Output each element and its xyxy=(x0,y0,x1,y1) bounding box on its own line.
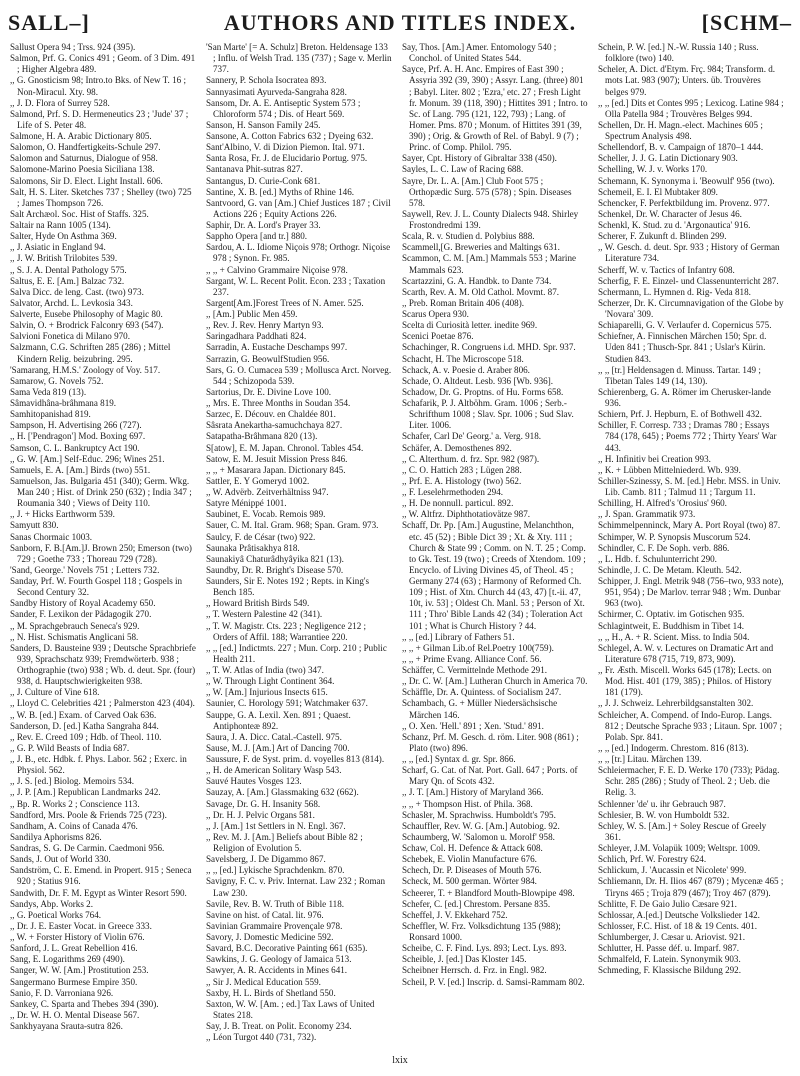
index-entry: Sawyer, A. R. Accidents in Mines 641. xyxy=(206,965,348,976)
index-entry: ,, ,, [ed.] Indictmts. 227 ; Mun. Corp. 210 ; Public Health 211. xyxy=(206,642,387,664)
index-entry: Schipper, J. Engl. Metrik 948 (756–two, 933 note), 951, 954) ; De Marlov. terrar 948 ; Wm. Dunbar 963 (two). xyxy=(598,576,784,609)
index-entry: Schambach, G. + Müller Niedersächsische Märchen 146. xyxy=(402,698,558,720)
index-entry: Sankey, C. Sparta and Thebes 394 (390). xyxy=(10,998,159,1009)
index-entry: Savine on hist. of Catal. lit. 976. xyxy=(206,909,324,920)
index-entry: ,, J. Asiatic in England 94. xyxy=(10,242,106,253)
index-entry: Sargant, W. L. Recent Polit. Econ. 233 ; Taxation 237. xyxy=(206,275,386,297)
index-entry: ,, Rev. M. J. [Am.] Beliefs about Bible 82 ; Religion of Evolution 5. xyxy=(206,831,363,853)
index-entry: Salt Archæol. Soc. Hist of Staffs. 325. xyxy=(10,208,149,219)
index-entry: Schemann, K. Synonyma i. 'Beowulf' 956 (two). xyxy=(598,175,775,186)
index-entry: Sama Veda 819 (13). xyxy=(10,386,87,397)
index-entry: Saxby, H. L. Birds of Shetland 550. xyxy=(206,987,336,998)
index-entry: ,, Preb. Roman Britain 406 (408). xyxy=(402,297,524,308)
index-entry: Sander, F. Lexikon der Pädagogik 270. xyxy=(10,609,152,620)
index-entry: ,, H. Infinitiv bei Creation 993. xyxy=(598,453,711,464)
index-entry: ,, J. P. [Am.] Republican Landmarks 242. xyxy=(10,787,161,798)
index-entry: Scheil, P. V. [ed.] Inscrip. d. Samsi-Rammam 802. xyxy=(402,976,585,987)
index-entry: Sandford, Mrs. Poole & Friends 725 (723). xyxy=(10,809,167,820)
index-entry: Salverte, Eusebe Philosophy of Magic 80. xyxy=(10,309,163,319)
index-entry: ,, ,, H., A. + R. Scient. Miss. to India 504. xyxy=(598,631,750,642)
index-entry: ,, Dr. H. J. Pelvic Organs 581. xyxy=(206,809,315,820)
index-entry: ,, T. Western Palestine 42 (341). xyxy=(206,609,323,620)
index-entry: Schlesier, B. W. von Humboldt 532. xyxy=(598,809,730,820)
index-entry: Schafarik, P. J. Altböhm. Gram. 1006 ; Serb.-Schrifthum 1008 ; Slav. Spr. 1006 ; Sud Slav. Liter. 1006. xyxy=(402,398,574,431)
index-entry: Schaumberg, W. 'Salomon u. Morolf' 958. xyxy=(402,831,555,842)
index-entry: Scheller, J. J. G. Latin Dictionary 903. xyxy=(598,153,738,164)
index-entry: Sarrazin, G. BeowulfStudien 956. xyxy=(206,353,330,364)
index-entry: ,, Rev. J. Rev. Henry Martyn 93. xyxy=(206,320,324,331)
index-entry: Schäfer, A. Demosthenes 892. xyxy=(402,442,512,453)
index-entry: ,, M. Sprachgebrauch Seneca's 929. xyxy=(10,620,140,631)
index-entry: Scala, R. v. Studien d. Polybius 888. xyxy=(402,231,535,242)
index-entry: ,, Lloyd C. Celebrities 421 ; Palmerston 423 (404). xyxy=(10,698,195,709)
index-entry: Schlich, Prf. W. Forestry 624. xyxy=(598,854,707,865)
index-entry: ,, W. + Forster History of Violin 676. xyxy=(10,932,145,942)
index-entry: ,, ,, + Gilman Lib.of Rel.Poetry 100(759). xyxy=(402,642,554,653)
index-entry: Santanava Phit-sutras 827. xyxy=(206,164,303,175)
index-entry: Sayles, L. C. Law of Racing 688. xyxy=(402,164,524,175)
page-header xyxy=(8,10,792,40)
index-entry: Sansone, A. Cotton Fabrics 632 ; Dyeing 632. xyxy=(206,131,374,141)
index-entry: ,, ,, + Masarara Japan. Dictionary 845. xyxy=(206,464,346,475)
index-entry: ,, C. Alterthum. d. frz. Spr. 982 (987). xyxy=(402,453,540,464)
index-entry: Salvioni Fonetica di Milano 970. xyxy=(10,331,130,342)
index-entry: Schäffle, Dr. A. Quintess. of Socialism 247. xyxy=(402,687,562,698)
index-column-3 xyxy=(402,42,588,1050)
index-entry: Schacht, H. The Microscope 518. xyxy=(402,353,524,364)
index-entry: Samuels, E. A. [Am.] Birds (two) 551. xyxy=(10,464,151,475)
index-entry: Sanborn, F. B.[Am.]J. Brown 250; Emerson (two) 729 ; Goethe 733 ; Thoreau 729 (728). xyxy=(10,542,192,564)
index-entry: ,, Léon Turgot 440 (731, 732). xyxy=(206,1032,317,1043)
index-entry: ,, J. D. Flora of Surrey 528. xyxy=(10,97,110,108)
index-entry: 'San Marte' [= A. Schulz] Breton. Heldensage 133 ; Influ. of Welsh Trad. 135 (737) ; Sage v. Merlin 737. xyxy=(206,42,392,75)
index-entry: ,, ,, [tr.] Litau. Märchen 139. xyxy=(598,754,702,764)
index-entry: Schirmer, C. Optativ. im Gotischen 935. xyxy=(598,609,745,620)
index-entry: Schilling, H. Alfred's 'Orosius' 960. xyxy=(598,498,727,509)
index-entry: Scharf, G. Cat. of Nat. Port. Gall. 647 ; Ports. of Mary Qn. of Scots 432. xyxy=(402,765,578,787)
index-entry: Schmeding, F. Klassische Bildung 292. xyxy=(598,965,741,976)
index-entry: Scheibe, C. F. Find. Lys. 893; Lect. Lys. 893. xyxy=(402,943,567,954)
index-entry: Sanson, H. Sanson Family 245. xyxy=(206,119,321,130)
index-entry: ,, Prf. E. A. Histology (two) 562. xyxy=(402,475,522,486)
index-entry: Sanio, F. D. Varroniana 926. xyxy=(10,987,114,998)
index-entry: Schlumberger, J. Cæsar u. Ariovist. 921. xyxy=(598,932,745,942)
index-entry: Schelling, W. J. v. Works 170. xyxy=(598,164,708,175)
index-entry: Sattler, E. Y Gomeryd 1002. xyxy=(206,475,310,486)
index-entry: Scherzer, Dr. K. Circumnavigation of the Globe by 'Novara' 309. xyxy=(598,297,784,319)
index-entry: Sandwith, Dr. F. M. Egypt as Winter Resort 590. xyxy=(10,887,187,898)
index-entry: Say, J. B. Treat. on Polit. Economy 234. xyxy=(206,1021,352,1031)
index-entry: Schasler, M. Sprachwiss. Humboldt's 795. xyxy=(402,809,556,820)
index-entry: Schencker, F. Perfektbildung im. Provenz. 977. xyxy=(598,197,770,208)
index-entry: Savigny, F. C. v. Priv. Internat. Law 232 ; Roman Law 230. xyxy=(206,876,386,898)
index-entry: ,, S. J. A. Dental Pathology 575. xyxy=(10,264,127,275)
index-entry: ,, J. S. [ed.] Biolog. Memoirs 534. xyxy=(10,776,135,787)
index-entry: Sands, J. Out of World 330. xyxy=(10,854,111,865)
index-entry: Scherfig, F. E. Einzel- und Classenunterricht 287. xyxy=(598,275,779,286)
index-entry: Satow, E. M. Jesuit Mission Press 846. xyxy=(206,453,348,464)
index-entry: Sant'Albino, V. di Dizion Piemon. Ital. 971. xyxy=(206,142,365,153)
index-entry: Sanday, Prf. W. Fourth Gospel 118 ; Gospels in Second Century 32. xyxy=(10,576,183,598)
index-entry: Saura, J. A. Dicc. Catal.-Castell. 975. xyxy=(206,731,342,742)
index-entry: Schenkel, Dr. W. Character of Jesus 46. xyxy=(598,208,742,219)
index-entry: Schlosser, F.C. Hist. of 18 & 19 Cents. 401. xyxy=(598,920,758,931)
index-entry: Schack, A. v. Poesie d. Araber 806. xyxy=(402,364,530,375)
index-entry: Sandys, Abp. Works 2. xyxy=(10,898,93,909)
index-entry: Sannery, P. Schola Isocratea 893. xyxy=(206,75,327,86)
index-entry: Santine, X. B. [ed.] Myths of Rhine 146. xyxy=(206,186,355,197)
index-entry: Saxton, W. W. [Am. ; ed.] Tax Laws of United States 218. xyxy=(206,998,375,1020)
index-entry: Saunaka Prâtisakhya 818. xyxy=(206,542,300,553)
index-entry: Samarow, G. Novels 752. xyxy=(10,375,104,386)
index-entry: Sauvé Hautes Vosges 123. xyxy=(206,776,302,787)
index-entry: Schefer, C. [ed.] Chrestom. Persane 835. xyxy=(402,898,551,909)
index-entry: Scelta di Curiosità letter. inedite 969. xyxy=(402,320,538,331)
index-entry: Salomone-Marino Poesia Siciliana 138. xyxy=(10,164,155,175)
index-entry: Santa Rosa, Fr. J. de Elucidario Portug. 975. xyxy=(206,153,368,164)
index-entry: ,, J. B., etc. Hdbk. f. Phys. Labor. 562 ; Exerc. in Physiol. 562. xyxy=(10,754,187,776)
index-entry: ,, H. de American Solitary Wasp 543. xyxy=(206,765,342,776)
index-entry: Schiller-Szinessy, S. M. [ed.] Hebr. MSS. in Univ. Lib. Camb. 811 ; Talmud 11 ; Targum 11. xyxy=(598,475,781,497)
index-entry: Sallust Opera 94 ; Trss. 924 (395). xyxy=(10,42,136,52)
index-entry: Santangus, D. Curie-Conk 681. xyxy=(206,175,321,186)
index-entry: ,, W. [Am.] Injurious Insects 615. xyxy=(206,687,328,698)
index-entry: ,, ,, + Thompson Hist. of Phila. 368. xyxy=(402,798,533,809)
index-entry: Saubinet, E. Vocab. Remois 989. xyxy=(206,509,326,520)
index-column-2 xyxy=(206,42,392,1050)
index-entry: Schellen, Dr. H. Magn.-elect. Machines 605 ; Spectrum Analysis 498. xyxy=(598,119,763,141)
index-entry: Schierenberg, G. A. Römer im Cherusker-lande 936. xyxy=(598,386,771,408)
index-entry: ,, Howard British Birds 549. xyxy=(206,598,310,609)
index-entry: Salzmann, C.G. Schriften 285 (286) ; Mittel Kindern Relig. beizubring. 295. xyxy=(10,342,171,364)
index-entry: Salter, Hyde On Asthma 369. xyxy=(10,231,117,242)
index-entry: ,, H. ['Pendragon'] Mod. Boxing 697. xyxy=(10,431,146,442)
index-entry: ,, Rev. E. Creed 109 ; Hdb. of Theol. 110. xyxy=(10,731,162,742)
index-entry: ,, ,, + Prime Evang. Alliance Conf. 56. xyxy=(402,653,542,664)
index-entry: Scammon, C. M. [Am.] Mammals 553 ; Marine Mammals 623. xyxy=(402,253,577,275)
index-entry: Savelsberg, J. De Digammo 867. xyxy=(206,854,326,865)
index-entry: Schellendorf, B. v. Campaign of 1870–1 444. xyxy=(598,142,764,153)
index-entry: Scammell,[G. Breweries and Maltings 631. xyxy=(402,242,560,253)
index-entry: Sartorius, Dr. E. Divine Love 100. xyxy=(206,386,332,397)
index-entry: Sarradin, A. Eustache Deschamps 997. xyxy=(206,342,348,353)
index-entry: ,, Dr. C. W. [Am.] Lutheran Church in America 70. xyxy=(402,676,588,687)
index-entry: Schiefner, A. Finnischen Märchen 150; Spr. d. Uden 841 ; Thusch-Spr. 841 ; Uslar's Kürin. Studien 843. xyxy=(598,331,767,364)
index-entry: Schlitte, F. De Gaio Julio Cæsare 921. xyxy=(598,898,737,909)
index-entry: Schauffler, Rev. W. G. [Am.] Autobiog. 92. xyxy=(402,820,560,831)
index-entry: Satapatha-Brâhmana 820 (13). xyxy=(206,431,318,442)
index-entry: Saringadhara Paddhati 824. xyxy=(206,331,307,342)
index-entry: Salomons, Sir D. Elect. Light Install. 606. xyxy=(10,175,163,186)
index-entry: Sâsrata Anekartha-samuchchaya 827. xyxy=(206,420,343,431)
index-entry: 'Samarang, H.M.S.' Zoology of Voy. 517. xyxy=(10,364,161,375)
index-entry: Scheffler, W. Frz. Volksdichtung 135 (988); Ronsard 1000. xyxy=(402,920,561,942)
index-entry: Sarzec, E. Découv. en Chaldée 801. xyxy=(206,409,336,420)
index-entry: ,, Dr. J. E. Easter Vocat. in Greece 333. xyxy=(10,920,152,931)
index-entry: Schebek, E. Violin Manufacture 676. xyxy=(402,854,537,865)
index-entry: Salmone, H. A. Arabic Dictionary 805. xyxy=(10,131,152,141)
index-entry: ,, J. [Am.] 1st Settlers in N. Engl. 367. xyxy=(206,820,346,831)
index-entry: ,, C. O. Hattich 283 ; Lügen 288. xyxy=(402,464,522,475)
index-entry: Schaff, Dr. Pp. [Am.] Augustine, Melanchthon, etc. 45 (52) ; Bible Dict 39 ; Xt. & Xty. 111 ; Church & State 99 ; Comm. on N. T. 25 ; Comp. to Gk. Test. 19 (two) ; Creeds of Xtendom. 109 ; Encyclo. of Living Divines 45, of Theol. 45 ; Germany 274 (63) ; Harmony of Reformed Ch. 109 ; Hist. of Xtn. Church 44 (43, 47) [t.-ii. 47, 10t, iv. 53] ; Oldest Ch. Manl. 53 ; Person of Xt. 111 ; Thro' Bible Lands 42 (34) ; Toleration Act 101 ; What is Church History ? 44. xyxy=(402,520,586,631)
index-entry: Saundby, Dr. R. Bright's Disease 570. xyxy=(206,564,344,575)
index-entry: Salva Dicc. de leng. Cast. (two) 973. xyxy=(10,286,144,297)
index-entry: Sanger, W. W. [Am.] Prostitution 253. xyxy=(10,965,149,976)
index-entry: Schlutter, H. Passe déf. u. Imparf. 987. xyxy=(598,943,740,954)
index-entry: Schein, P. W. [ed.] N.-W. Russia 140 ; Russ. folklore (two) 140. xyxy=(598,42,759,64)
index-entry: Scheck, M. 500 german. Wörter 984. xyxy=(402,876,537,887)
index-entry: ,, ,, [ed.] Syntax d. gr. Spr. 866. xyxy=(402,754,516,764)
index-entry: Schmalfeld, F. Latein. Synonymik 903. xyxy=(598,954,741,965)
index-entry: ,, K. + Lübben Mittelniederd. Wb. 939. xyxy=(598,464,741,475)
index-entry: Schimmelpenninck, Mary A. Port Royal (two) 87. xyxy=(598,520,781,531)
index-entry: ,, J. Span. Grammatik 973. xyxy=(598,509,696,520)
index-entry: Sanas Chormaic 1003. xyxy=(10,531,93,542)
index-entry: Sandby History of Royal Academy 650. xyxy=(10,598,156,609)
index-entry: ,, L. Hdb. f. Schulunterricht 290. xyxy=(598,553,717,564)
index-entry: ,, [Am.] Public Men 459. xyxy=(206,309,298,319)
index-entry: Sayce, Prf. A. H. Anc. Empires of East 390 ; Assyria 392 (39, 390) ; Assyr. Lang. (three) 801 ; Babyl. Liter. 802 ; 'Ezra,' etc. 27 ; Fresh Light fr. Monum. 39 (118, 390) ; Hittites 391 ; Intro. to Sc. of Lang. 795 (121, 122, 793) ; Lang. of Homer. Pms. 870 ; Monum. of Hittites 391 (39, 390) ; Orig. & Growth of Rel. of Babyl. 9 (7) ; Princ. of Comp. Philol. 795. xyxy=(402,64,588,153)
index-entry: Sandras, S. G. De Carmin. Caedmoni 956. xyxy=(10,843,165,853)
header-right: [SCHM– xyxy=(701,10,792,35)
index-entry: ,, Mrs. E. Three Months in Soudan 354. xyxy=(206,398,351,408)
index-entry: Sangermano Burmese Empire 350. xyxy=(10,976,138,987)
index-entry: Schaw, Col. H. Defence & Attack 608. xyxy=(402,843,543,853)
index-entry: ,, W. Advërb. Zeitverhältniss 947. xyxy=(206,487,329,497)
index-entry: ,, J. + Hicks Earthworm 539. xyxy=(10,509,115,520)
header-title: AUTHORS AND TITLES INDEX. xyxy=(223,10,577,35)
index-entry: ,, ,, [ed.] Dits et Contes 995 ; Lexicog. Latine 984 ; Olla Patella 984 ; Trouvères Belges 994. xyxy=(598,97,784,119)
index-entry: Schemeil, E. I. El Mubtaker 809. xyxy=(598,186,718,197)
index-entry: ,, Bp. R. Works 2 ; Conscience 113. xyxy=(10,798,140,809)
header-left: SALL–] xyxy=(8,10,90,35)
index-entry: Schiller, F. Corresp. 733 ; Dramas 780 ; Essays 784 (178, 645) ; Poems 772 ; Thirty Years' War 443. xyxy=(598,420,777,453)
index-entry: Sanford, J. L. Great Rebellion 416. xyxy=(10,943,138,954)
index-entry: Schlegel, A. W. v. Lectures on Dramatic Art and Literature 678 (715, 719, 873, 909). xyxy=(598,642,774,664)
index-entry: Sauer, C. M. Ital. Gram. 968; Span. Gram. 973. xyxy=(206,520,379,531)
index-entry: ,, ,, [tr.] Heldensagen d. Minuss. Tartar. 149 ; Tibetan Tales 149 (14, 130). xyxy=(598,364,761,386)
index-entry: Satyre Ménippé 1001. xyxy=(206,498,287,509)
index-entry: Schiaparelli, G. V. Verlaufer d. Copernicus 575. xyxy=(598,320,772,331)
index-entry: ,, W. B. [ed.] Exam. of Carved Oak 636. xyxy=(10,709,157,720)
index-entry: ,, J. J. Schweiz. Lehrerbildgsanstalten 302. xyxy=(598,698,754,709)
index-entry: Saulcy, F. de César (two) 922. xyxy=(206,531,316,542)
index-entry: Say, Thos. [Am.] Amer. Entomology 540 ; Conchol. of United States 544. xyxy=(402,42,557,64)
index-entry: S[atow], E. M. Japan. Chronol. Tables 454. xyxy=(206,442,364,453)
index-entry: Schlagintweit, E. Buddhism in Tibet 14. xyxy=(598,620,745,631)
index-entry: Savage, Dr. G. H. Insanity 568. xyxy=(206,798,321,809)
index-entry: Schindle, J. C. De Metam. Kleuth. 542. xyxy=(598,564,742,575)
index-entry: Samyutt 830. xyxy=(10,520,59,531)
index-entry: ,, Sir J. Medical Education 559. xyxy=(206,976,321,987)
index-entry: Samson, C. L. Bankruptcy Act 190. xyxy=(10,442,140,453)
index-entry: Sanderson, D. [ed.] Katha Sangraha 844. xyxy=(10,720,159,731)
index-entry: Sampson, H. Advertising 266 (727). xyxy=(10,420,142,431)
index-entry: Sanders, D. Bausteine 939 ; Deutsche Sprachbriefe 939, Sprachschatz 939; Fremdwörterb. 938 ; Orthographie (two) 938 ; Wb. d. deut. Spr. (four) 938, d. Hauptschwierigkeiten 938. xyxy=(10,642,196,687)
index-entry: ,, W. Gesch. d. deut. Spr. 933 ; History of German Literature 734. xyxy=(598,242,780,264)
index-entry: Sayer, Cpt. History of Gibraltar 338 (450). xyxy=(402,153,557,164)
index-entry: Sayre, Dr. L. A. [Am.] Club Foot 575 ; Orthopædic Surg. 575 (578) ; Spin. Diseases 578. xyxy=(402,175,572,208)
index-entry: Savory, J. Domestic Medicine 592. xyxy=(206,932,334,942)
index-entry: ,, T. W. Magistr. Cts. 223 ; Negligence 212 ; Orders of Affil. 188; Warrantiee 220. xyxy=(206,620,367,642)
index-entry: Salt, H. S. Liter. Sketches 737 ; Shelley (two) 725 ; James Thompson 726. xyxy=(10,186,192,208)
index-entry: ,, J. W. British Trilobites 539. xyxy=(10,253,118,264)
index-entry: Samuelson, Jas. Bulgaria 451 (340); Germ. Wkg. Man 240 ; Hist. of Drink 250 (632) ; India 347 ; Roumania 340 ; Views of Deity 110. xyxy=(10,475,192,509)
index-entry: Scenici Poetae 876. xyxy=(402,331,474,342)
index-entry: ,, N. Hist. Schismatis Anglicani 58. xyxy=(10,631,139,642)
index-entry: Salmon, Prf. G. Conics 491 ; Geom. of 3 Dim. 491 ; Higher Algebra 489. xyxy=(10,53,196,75)
index-entry: Schäffer, C. Vermittelnde Methode 291. xyxy=(402,665,548,675)
index-entry: Sawkins, J. G. Geology of Jamaica 513. xyxy=(206,954,352,965)
index-entry: ,, G. W. [Am.] Self-Educ. 296; Wines 251. xyxy=(10,453,165,464)
index-entry: Samhitopanishad 819. xyxy=(10,409,91,420)
index-entry: Salvin, O. + Brodrick Falconry 693 (547). xyxy=(10,320,164,331)
page-number: lxix xyxy=(392,1055,408,1066)
index-entry: ,, ,, + Calvino Grammaire Niçoise 978. xyxy=(206,264,348,275)
index-entry: Savard, B.C. Decorative Painting 661 (635). xyxy=(206,943,368,954)
index-entry: ,, W. Through Light Continent 364. xyxy=(206,676,335,687)
index-entry: Savile, Rev. B. W. Truth of Bible 118. xyxy=(206,898,345,909)
index-entry: ,, G. P. Wild Beasts of India 687. xyxy=(10,742,130,753)
index-entry: Salomon, O. Handfertigkeits-Schule 297. xyxy=(10,142,161,153)
index-entry: Schliemann, Dr. H. Ilios 467 (879) ; Mycenæ 465 ; Tiryns 465 ; Troja 879 (467); Troy 467 (879). xyxy=(598,876,784,898)
index-entry: Schade, O. Altdeut. Lesb. 936 [Wb. 936]. xyxy=(402,375,554,386)
index-entry: Schiern, Prf. J. Hepburn, E. of Bothwell 432. xyxy=(598,409,762,420)
index-entry: Scherff, W. v. Tactics of Infantry 608. xyxy=(598,264,735,275)
index-entry: Sauzay, A. [Am.] Glassmaking 632 (662). xyxy=(206,787,359,798)
index-entry: Saunders, Sir E. Notes 192 ; Repts. in King's Bench 185. xyxy=(206,576,370,598)
index-entry: Scheerer, T. + Blandford Mouth-Blowpipe 498. xyxy=(402,887,575,898)
index-entry: Sankhyayana Srauta-sutra 826. xyxy=(10,1021,123,1031)
index-entry: Scheffel, J. V. Ekkehard 752. xyxy=(402,909,508,920)
index-entry: Schachinger, R. Congruens i.d. MHD. Spr. 937. xyxy=(402,342,576,353)
index-entry: ,, J. T. [Am.] History of Maryland 366. xyxy=(402,787,544,798)
index-entry: Scartazzini, G. A. Handbk. to Dante 734. xyxy=(402,275,552,286)
index-entry: Schanz, Prf. M. Gesch. d. röm. Liter. 908 (861) ; Plato (two) 896. xyxy=(402,731,579,753)
index-entry: ,, Fr. Æsth. Miscell. Works 645 (178); Lects. on Mod. Hist. 401 (179, 385) ; Philos. of History 181 (179). xyxy=(598,665,772,698)
index-entry: ,, ,, [ed.] Indogerm. Chrestom. 816 (813). xyxy=(598,742,749,753)
index-entry: Salomon and Saturnus, Dialogue of 958. xyxy=(10,153,158,164)
index-entry: Scheible, J. [ed.] Das Kloster 145. xyxy=(402,954,527,965)
index-entry: ,, T. W. Atlas of India (two) 347. xyxy=(206,665,324,675)
index-entry: Sargent[Am.]Forest Trees of N. Amer. 525. xyxy=(206,297,364,308)
index-entry: Schleicher, A. Compend. of Indo-Europ. Langs. 812 ; Deutsche Sprache 933 ; Litaun. Spr. 1007 ; Polab. Spr. 841. xyxy=(598,709,783,742)
index-entry: Salvator, Archd. L. Levkosia 343. xyxy=(10,297,133,308)
index-entry: Schlossar, A.[ed.] Deutsche Volkslieder 142. xyxy=(598,909,760,920)
index-entry: Santvoord, G. van [Am.] Chief Justices 187 ; Civil Actions 226 ; Equity Actions 226. xyxy=(206,197,391,219)
index-entry: Scarth, Rev. A. M. Old Cathol. Movmt. 87. xyxy=(402,286,560,297)
index-entry: Salmond, Prf. S. D. Hermeneutics 23 ; 'Jude' 37 ; Life of S. Peter 48. xyxy=(10,108,189,130)
index-column-1 xyxy=(10,42,196,1050)
index-entry: ,, H. De nonnull. particul. 892. xyxy=(402,498,514,509)
index-column-4 xyxy=(598,42,784,1050)
index-entry: Sannyasimati Ayurveda-Sangraha 828. xyxy=(206,86,347,97)
index-entry: Sandham, A. Coins of Canada 476. xyxy=(10,820,138,831)
index-entry: Schimper, W. P. Synopsis Muscorum 524. xyxy=(598,531,751,542)
index-entry: ,, F. Leselehrmethoden 294. xyxy=(402,487,504,497)
index-entry: Sause, M. J. [Am.] Art of Dancing 700. xyxy=(206,742,350,753)
index-entry: 'Sand, George.' Novels 751 ; Letters 732. xyxy=(10,564,160,575)
index-entry: Schech, Dr. P. Diseases of Mouth 576. xyxy=(402,865,542,876)
index-entry: Sardou, A. L. Idiome Niçois 978; Orthogr. Niçoise 978 ; Synon. Fr. 985. xyxy=(206,242,391,264)
index-entry: Scheibner Herrsch. d. Frz. in Engl. 982. xyxy=(402,965,547,976)
index-entry: ,, G. Gnosticism 98; Intro.to Bks. of New T. 16 ; Non-Miracul. Xty. 98. xyxy=(10,75,186,97)
index-entry: Schleyer, J.M. Volapük 1009; Weltspr. 1009. xyxy=(598,843,761,853)
index-entry: Sâmavidhâna-brâhmana 819. xyxy=(10,398,117,408)
index-entry: ,, W. Altfrz. Diphthotatiovätze 987. xyxy=(402,509,531,520)
index-entry: Scarus Opera 930. xyxy=(402,309,469,319)
index-entry: Saunier, C. Horology 591; Watchmaker 637. xyxy=(206,698,368,709)
index-entry: Saltair na Rann 1005 (134). xyxy=(10,220,111,230)
index-entry: Sandström, C. E. Emend. in Propert. 915 ; Seneca 920 ; Statius 916. xyxy=(10,865,192,887)
index-entry: Schlenner 'de' u. ihr Gebrauch 987. xyxy=(598,798,726,809)
index-entry: ,, ,, [ed.] Lykische Sprachdenkm. 870. xyxy=(206,865,345,876)
index-entry: Sansom, Dr. A. E. Antiseptic System 573 ; Chloroform 574 ; Dis. of Heart 569. xyxy=(206,97,361,119)
index-entry: ,, Dr. W. H. O. Mental Disease 567. xyxy=(10,1009,140,1020)
index-entry: Saltus, E. E. [Am.] Balzac 732. xyxy=(10,275,125,286)
index-entry: Schermann, L. Hymnen d. Rig- Veda 818. xyxy=(598,286,751,297)
index-entry: Schenkl, K. Stud. zu d. 'Argonautica' 916. xyxy=(598,220,751,230)
index-entry: Sappho Opera [and tr.] 880. xyxy=(206,231,308,242)
index-entry: Schlickum, J. 'Aucassin et Nicolete' 999. xyxy=(598,865,747,876)
index-entry: Sars, G. O. Cumacea 539 ; Mollusca Arct. Norveg. 544 ; Schizopoda 539. xyxy=(206,364,392,386)
index-entry: ,, O. Xen. 'Hell.' 891 ; Xen. 'Stud.' 891. xyxy=(402,720,544,731)
index-entry: Saywell, Rev. J. L. County Dialects 948. Shirley Frostondredmi 139. xyxy=(402,208,579,230)
index-entry: Savinian Grammaire Provençale 978. xyxy=(206,920,343,931)
index-entry: Sauppe, G. A. Lexil. Xen. 891 ; Quaest. Antiphonteæ 892. xyxy=(206,709,351,731)
index-entry: Saphir, Dr. A. Lord's Prayer 33. xyxy=(206,220,321,230)
index-entry: Saussure, F. de Syst. prim. d. voyelles 813 (814). xyxy=(206,754,385,764)
index-entry: ,, ,, [ed.] Library of Fathers 51. xyxy=(402,631,515,642)
index-entry: Schleiermacher, F. E. D. Werke 170 (733); Pädag. Schr. 285 (286) ; Study of Theol. 2 ; Ueb. die Relig. 3. xyxy=(598,765,780,798)
index-entry: Saunakiyâ Chaturâdhyâyika 821 (13). xyxy=(206,553,344,564)
index-entry: Scheler, A. Dict. d'Etym. Frç. 984; Transform. d. mots Lat. 983 (907); Unters. üb. Trouvères belges 979. xyxy=(598,64,776,97)
index-entry: Schley, W. S. [Am.] + Soley Rescue of Greely 361. xyxy=(598,820,767,842)
index-entry: Schindler, C. F. De Soph. verb. 886. xyxy=(598,542,730,553)
index-entry: ,, J. Culture of Vine 618. xyxy=(10,687,100,698)
index-entry: Sang, E. Logarithms 269 (490). xyxy=(10,954,125,965)
index-entry: ,, G. Poetical Works 764. xyxy=(10,909,102,920)
index-entry: Scherer, F. Zukunft d. Blinden 299. xyxy=(598,231,727,242)
index-entry: Schadow, Dr. G. Proptns. of Hu. Forms 658. xyxy=(402,386,564,397)
index-entry: Sandilya Aphorisms 826. xyxy=(10,831,102,842)
index-entry: Schafer, Carl De' Georg.' a. Verg. 918. xyxy=(402,431,542,442)
